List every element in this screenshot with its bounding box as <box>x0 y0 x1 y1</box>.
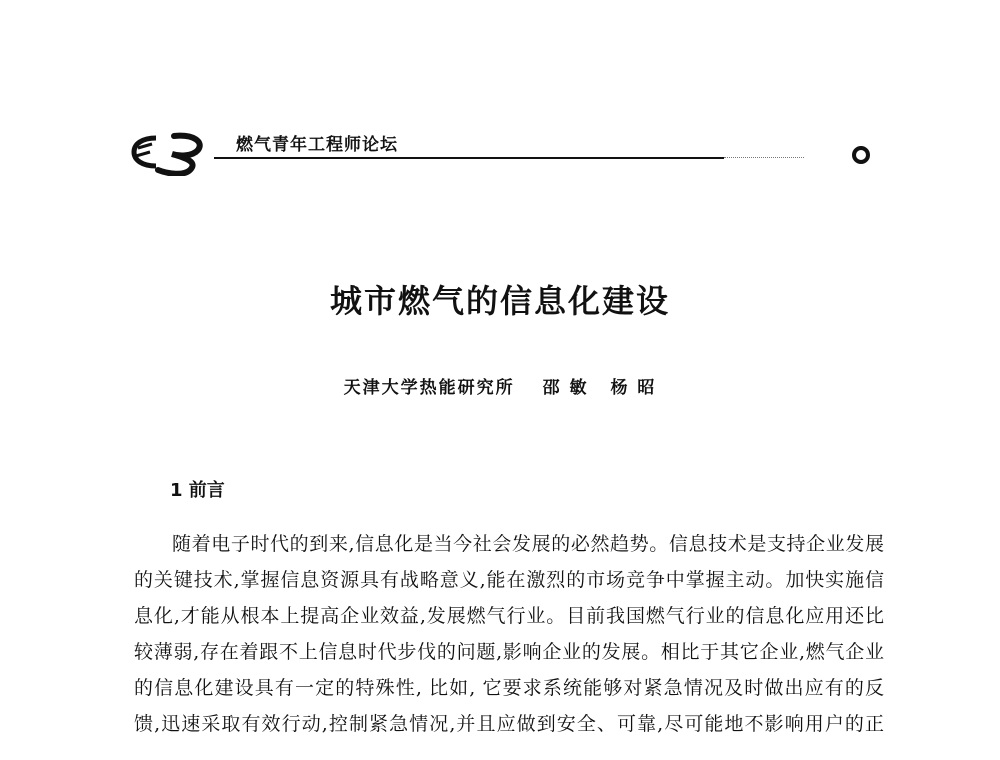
byline <box>0 373 1000 398</box>
text-line: 随着电子时代的到来,信息化是当今社会发展的必然趋势。信息技术是支持企业发展 <box>172 533 884 555</box>
affiliation: 天津大学热能研究所 <box>343 378 515 398</box>
text-line: 的关键技术,掌握信息资源具有战略意义,能在激烈的市场竞争中掌握主动。加快实施信 <box>134 569 884 591</box>
header-rule-dotted <box>724 157 804 158</box>
text-line: 息化,才能从根本上提高企业效益,发展燃气行业。目前我国燃气行业的信息化应用还比 <box>134 605 884 627</box>
header-rule <box>214 157 724 159</box>
section-heading: 1 前言 <box>170 480 225 501</box>
author-2: 杨 昭 <box>610 378 657 398</box>
page-mark-icon <box>852 146 870 164</box>
author-1: 邵 敏 <box>542 378 589 398</box>
journal-logo-icon <box>128 130 208 176</box>
text-line: 的信息化建设具有一定的特殊性, 比如, 它要求系统能够对紧急情况及时做出应有的反 <box>134 677 884 699</box>
journal-name: 燃气青年工程师论坛 <box>236 135 398 155</box>
text-line: 较薄弱,存在着跟不上信息时代步伐的问题,影响企业的发展。相比于其它企业,燃气企业 <box>134 641 884 663</box>
text-line: 馈,迅速采取有效行动,控制紧急情况,并且应做到安全、可靠,尽可能地不影响用户的正 <box>134 713 884 735</box>
body-paragraph <box>134 526 884 742</box>
article-title: 城市燃气的信息化建设 <box>329 282 670 320</box>
